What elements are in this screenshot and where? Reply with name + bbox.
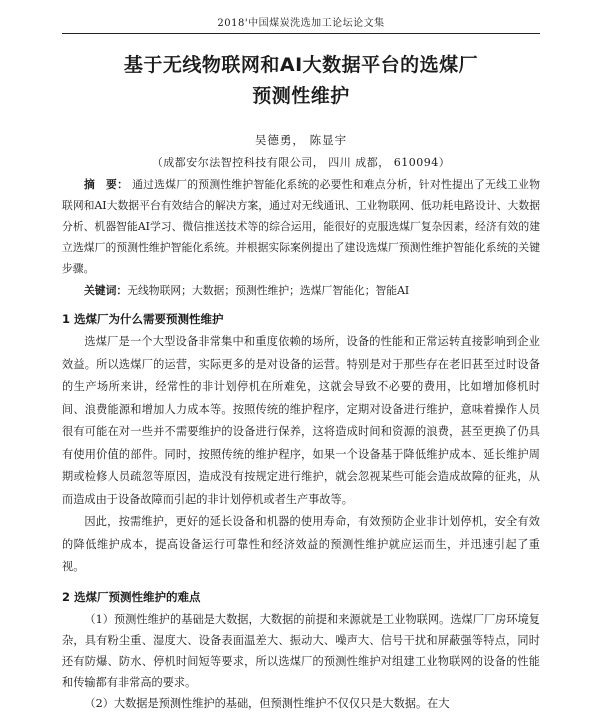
section-2-paragraph-1: （1）预测性维护的基础是大数据，大数据的前提和来源就是工业物联网。选煤厂厂房环境复杂，具有粉尘重、湿度大、设备表面温差大、振动大、噪声大、信号干扰和屏蔽强等特点，同时还有防爆、防水、停机时间短等要求，所以选煤厂的预测性维护对组建工业物联网的设备的性能和传输都有非常高的要求。 <box>62 612 540 689</box>
running-head: 2018'中国煤炭洗选加工论坛论文集 <box>62 0 540 34</box>
title-line-2: 预测性维护 <box>252 85 350 107</box>
keywords-text: 无线物联网；大数据；预测性维护；选煤厂智能化；智能AI <box>127 284 410 297</box>
keywords <box>62 281 540 301</box>
section-1-paragraph-1: 选煤厂是一个大型设备非常集中和重度依赖的场所，设备的性能和正常运转直接影响到企业效益。所以选煤厂的运营，实际更多的是对设备的运营。特别是对于那些存在老旧甚至过时设备的生产场所来讲，经常性的非计划停机在所难免，这就会导致不必要的费用，比如增加修机时间、浪费能源和增加人力成本等。按照传统的维护程序，定期对设备进行维护，意味着操作人员很有可能在对一些并不需要维护的设备进行保养，这将造成时间和资源的浪费，甚至更换了仍具有使用价值的部件。同时，按照传统的维护程序，如果一个设备基于降低维护成本、延长维护周期或检修人员疏忽等原因，造成没有按规定进行维护，就会忽视某些可能会造成故障的征兆，从而造成由于设备故障而引起的非计划停机或者生产事故等。 <box>62 335 540 506</box>
section-2-paragraph-2: （2）大数据是预测性维护的基础，但预测性维护不仅仅只是大数据。在大 <box>84 696 450 710</box>
authors: 吴德勇， 陈显宇 <box>254 133 348 147</box>
affiliation: （成都安尔法智控科技有限公司， 四川 成都， 610094） <box>151 156 451 169</box>
paper-title <box>62 50 540 112</box>
title-line-1: 基于无线物联网和AI大数据平台的选煤厂 <box>123 54 479 76</box>
abstract <box>62 174 540 279</box>
abstract-label: 摘 要： <box>84 178 129 191</box>
section-1-paragraph-2: 因此，按需维护，更好的延长设备和机器的使用寿命，有效预防企业非计划停机，安全有效的降低维护成本，提高设备运行可靠性和经济效益的预测性维护就应运而生，并迅速引起了重视。 <box>62 515 540 573</box>
abstract-text: 通过选煤厂的预测性维护智能化系统的必要性和难点分析，针对性提出了无线工业物联网和AI大数据平台有效结合的解决方案，通过对无线通讯、工业物联网、低功耗电路设计、大数据分析、机器智能AI学习、微信推送技术等的综合运用，能很好的克服选煤厂复杂因素，经济有效的建立选煤厂的预测性维护智能化系统。并根据实际案例提出了建设选煤厂预测性维护智能化系统的关键步骤。 <box>62 178 541 275</box>
section-1-heading: 1 选煤厂为什么需要预测性维护 <box>62 312 224 326</box>
section-2-heading: 2 选煤厂预测性维护的难点 <box>62 589 201 604</box>
keywords-label: 关键词： <box>84 284 128 297</box>
